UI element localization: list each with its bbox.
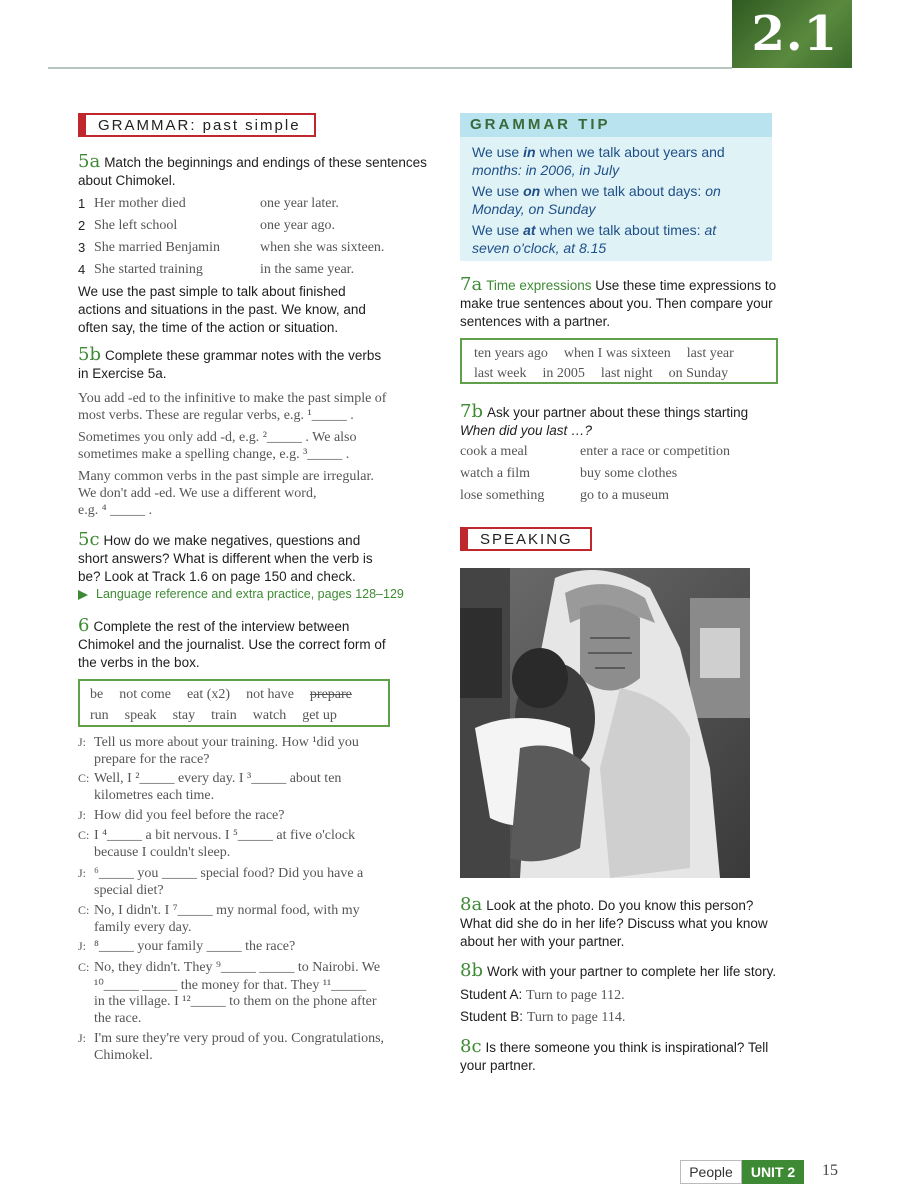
q8b-prompt (460, 962, 820, 981)
match-number: 1 (78, 196, 86, 211)
verb-option: not have (246, 687, 294, 702)
q7a-label: Time expressions (486, 278, 592, 293)
dialogue-line: I ⁴_____ a bit nervous. I ⁵_____ at five o'clock (94, 828, 356, 843)
dialogue-line: prepare for the race? (94, 752, 210, 767)
tip-line: We use in when we talk about years and months: in 2006, in July (472, 144, 725, 178)
activity-item: cook a meal (460, 444, 528, 459)
student-a-text: Turn to page 112. (526, 988, 625, 1003)
q5a-note (78, 283, 428, 337)
q5b-note-3 (78, 468, 428, 519)
dialogue-line: Tell us more about your training. How ¹did you (94, 735, 359, 750)
student-b-label: Student B: (460, 1009, 524, 1024)
match-beginning: She started training (94, 262, 203, 277)
q7b-number: 7b (460, 401, 483, 422)
mother-teresa-photo (460, 568, 750, 878)
q8a-text: What did she do in her life? Discuss what you know (460, 916, 768, 931)
match-number: 4 (78, 262, 86, 277)
dialogue-line: because I couldn't sleep. (94, 845, 231, 860)
student-b-text: Turn to page 114. (526, 1010, 626, 1025)
dialogue-line: Chimokel. (94, 1048, 153, 1063)
match-number: 3 (78, 240, 86, 255)
photo-image (460, 568, 750, 878)
q7a-text: sentences with a partner. (460, 314, 611, 329)
q6-verb-row (90, 706, 337, 724)
speaker-label: C: (78, 828, 90, 842)
q8b-text: Work with your partner to complete her life story. (486, 964, 777, 979)
q5b-line: You add -ed to the infinitive to make the past simple of (78, 391, 387, 406)
match-beginning: She married Benjamin (94, 240, 220, 255)
match-beginning: Her mother died (94, 196, 186, 211)
footer-unit: UNIT 2 (742, 1160, 804, 1184)
q8a-prompt (460, 896, 820, 951)
match-ending: in the same year. (260, 262, 355, 277)
q5c-text: short answers? What is different when the verb is (78, 551, 373, 566)
dialogue-line: kilometres each time. (94, 788, 215, 803)
unit-code: 2.1 (751, 6, 838, 62)
speaker-label: J: (78, 808, 87, 822)
dialogue-line: special diet? (94, 883, 164, 898)
q6-number: 6 (78, 615, 90, 636)
dialogue-line: ¹⁰_____ _____ the money for that. They ¹¹_____ (94, 978, 367, 993)
dialogue-line: No, I didn't. I ⁷_____ my normal food, with my (94, 903, 360, 918)
q8b-student-b (460, 1008, 625, 1026)
q8c-number: 8c (460, 1036, 482, 1057)
dialogue-line: in the village. I ¹²_____ to them on the phone after (94, 994, 377, 1009)
match-ending: one year ago. (260, 218, 336, 233)
time-expression: on Sunday (668, 366, 729, 381)
q7b-text: Ask your partner about these things starting (486, 405, 749, 420)
match-number: 2 (78, 218, 86, 233)
q8c-text: your partner. (460, 1058, 536, 1073)
q5b-line: Sometimes you only add -d, e.g. ²_____ . We also (78, 430, 357, 445)
speaker-label: C: (78, 771, 90, 785)
activity-item: enter a race or competition (580, 444, 731, 459)
dialogue-line: No, they didn't. They ⁹_____ _____ to Nairobi. We (94, 960, 381, 975)
q8a-number: 8a (460, 894, 483, 915)
verb-option: be (90, 687, 104, 702)
dialogue-line: ⁸_____ your family _____ the race? (94, 939, 296, 954)
speaker-label: J: (78, 1031, 87, 1045)
dialogue-line: Well, I ²_____ every day. I ³_____ about ten (94, 771, 342, 786)
arrow-right-icon (78, 590, 88, 600)
footer-section: People (680, 1160, 742, 1184)
q5a-note-line: actions and situations in the past. We know, and (78, 302, 366, 317)
verb-option: train (211, 708, 237, 723)
verb-option: watch (252, 708, 287, 723)
q6-prompt (78, 617, 428, 672)
q6-text: Chimokel and the journalist. Use the correct form of (78, 637, 386, 652)
activity-item: lose something (460, 488, 545, 503)
q7a-row (474, 344, 734, 362)
time-expression: ten years ago (474, 346, 548, 361)
dialogue-line: family every day. (94, 920, 192, 935)
tip-line: We use at when we talk about times: at seven o'clock, at 8.15 (472, 222, 717, 256)
dialogue-line: ⁶_____ you _____ special food? Did you have a (94, 866, 364, 881)
q6-text: the verbs in the box. (78, 655, 200, 670)
unit-badge (732, 0, 852, 68)
grammar-tip-box (460, 113, 772, 261)
verb-option: not come (119, 687, 171, 702)
q5b-text: in Exercise 5a. (78, 366, 167, 381)
activity-item: go to a museum (580, 488, 670, 503)
q8b-student-a (460, 986, 625, 1004)
q8c-prompt (460, 1038, 820, 1075)
time-expression: last week (474, 366, 527, 381)
q7b-prompt (460, 403, 810, 440)
q5b-text: Complete these grammar notes with the verbs (104, 348, 382, 363)
q7b-text: When did you last …? (460, 423, 593, 438)
dialogue-line: How did you feel before the race? (94, 808, 285, 823)
match-beginning: She left school (94, 218, 178, 233)
q7a-number: 7a (460, 274, 483, 295)
verb-option: stay (172, 708, 196, 723)
speaker-label: J: (78, 866, 87, 880)
q5b-note-1 (78, 390, 428, 424)
q7a-text: Use these time expressions to (595, 278, 777, 293)
verb-option: eat (x2) (186, 687, 231, 702)
tip-line: We use on when we talk about days: on Monday, on Sunday (472, 183, 721, 217)
dialogue-line: the race. (94, 1011, 142, 1026)
verb-option: speak (124, 708, 157, 723)
q5a-note-line: often say, the time of the action or situation. (78, 320, 339, 335)
q5a-prompt (78, 153, 428, 190)
page-number: 15 (822, 1162, 838, 1179)
q5c-text: be? Look at Track 1.6 on page 150 and check. (78, 569, 356, 584)
speaker-label: J: (78, 939, 87, 953)
q7a-row (474, 364, 728, 382)
verb-option: get up (302, 708, 337, 723)
q8a-text: about her with your partner. (460, 934, 625, 949)
q5b-line: e.g. ⁴ _____ . (78, 503, 153, 518)
q5b-line: sometimes make a spelling change, e.g. ³_____ . (78, 447, 350, 462)
q5b-line: We don't add -ed. We use a different word, (78, 486, 317, 501)
match-ending: when she was sixteen. (260, 240, 385, 255)
activity-item: watch a film (460, 466, 530, 481)
q5b-number: 5b (78, 344, 101, 365)
q5a-number: 5a (78, 151, 101, 172)
q8a-text: Look at the photo. Do you know this person? (486, 898, 754, 913)
dialogue-line: I'm sure they're very proud of you. Congratulations, (94, 1031, 385, 1046)
time-expression: last night (600, 366, 653, 381)
match-ending: one year later. (260, 196, 339, 211)
q5c-number: 5c (78, 529, 100, 550)
q5b-line: most verbs. These are regular verbs, e.g. ¹_____ . (78, 408, 354, 423)
grammar-tip-title: GRAMMAR TIP (460, 113, 772, 137)
q5b-prompt (78, 346, 428, 383)
q5a-text: Match the beginnings and endings of these sentences about Chimokel. (78, 155, 427, 188)
activity-item: buy some clothes (580, 466, 678, 481)
speaker-label: C: (78, 903, 90, 917)
q8c-text: Is there someone you think is inspirational? Tell (485, 1040, 769, 1055)
student-a-label: Student A: (460, 987, 523, 1002)
q5b-line: Many common verbs in the past simple are irregular. (78, 469, 374, 484)
q5c-reference-text: Language reference and extra practice, pages 128–129 (96, 587, 404, 601)
verb-option: run (90, 708, 109, 723)
verb-option: prepare (309, 687, 352, 702)
q8b-number: 8b (460, 960, 483, 981)
q7a-expression-box (460, 338, 778, 384)
header-rule (48, 67, 732, 69)
speaking-heading: SPEAKING (460, 527, 592, 551)
q5c-prompt (78, 531, 428, 586)
speaker-label: J: (78, 735, 87, 749)
q5c-text: How do we make negatives, questions and (103, 533, 361, 548)
q6-verb-row (90, 685, 352, 703)
q6-verb-box (78, 679, 390, 727)
q7a-text: make true sentences about you. Then compare your (460, 296, 773, 311)
time-expression: when I was sixteen (563, 346, 671, 361)
q6-text: Complete the rest of the interview between (93, 619, 350, 634)
q7a-prompt (460, 276, 810, 331)
time-expression: last year (686, 346, 734, 361)
time-expression: in 2005 (542, 366, 585, 381)
speaker-label: C: (78, 960, 90, 974)
q5c-reference-link[interactable] (78, 587, 428, 601)
q5b-note-2 (78, 429, 428, 463)
q5a-note-line: We use the past simple to talk about finished (78, 284, 346, 299)
grammar-heading: GRAMMAR: past simple (78, 113, 316, 137)
